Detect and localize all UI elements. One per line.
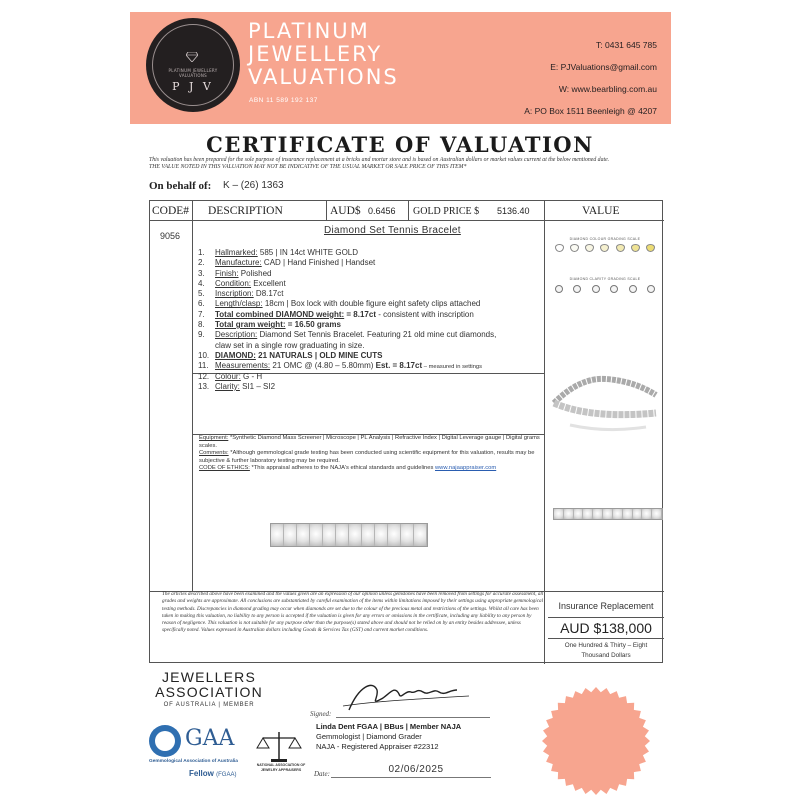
bracelet-flat-photo [553,508,663,520]
spec-number: 12. [198,371,210,381]
behalf-label: On behalf of: [149,180,212,192]
gaa-full-name: Gemmological Association of Australia [149,759,238,764]
column-divider [326,201,327,221]
date-line [331,777,491,778]
naja-text: NATIONAL ASSOCIATION OF JEWELRY APPRAISERS [256,763,306,772]
item-title: Diamond Set Tennis Bracelet [324,225,461,236]
scale-title: DIAMOND CLARITY GRADING SCALE [569,277,641,281]
contact-email[interactable]: E: PJValuations@gmail.com [550,62,657,72]
clarity-grade-swatch [592,285,600,293]
spec-text: 585 | IN 14ct WHITE GOLD [257,248,359,257]
contact-address: A: PO Box 1511 Beenleigh @ 4207 [524,106,657,116]
logo-ring [152,24,234,106]
spec-label: Hallmarked: [215,248,258,257]
behalf-value: K – (26) 1363 [223,180,284,191]
page-title: CERTIFICATE OF VALUATION [206,132,594,157]
colour-grade-swatch [585,244,594,252]
spec-bold: 21 NATURALS | OLD MINE CUTS [255,350,383,360]
intro-line: This valuation has been prepared for the sole purpose of insurance replacement at a bricks and mortar store and is based on Australian dollars or market values current at the below mentioned date. [149,157,610,163]
spec-text: - consistent with inscription [376,309,474,319]
spec-number: 9. [198,330,205,340]
aud-header-value: 0.6456 [368,206,396,216]
spec-label: DIAMOND: [215,350,256,360]
brand-line: VALUATIONS [248,65,399,89]
spec-bold: Est. = 8.17ct [375,361,423,371]
spec-bold: = 16.50 grams [285,320,341,330]
spec-label: Length/clasp: [215,299,263,309]
certificate-page [121,0,679,800]
spec-item [198,351,548,361]
spec-item [198,248,548,258]
spec-text: Polished [238,268,272,278]
note-label: Equipment: [199,435,229,441]
scale-title: DIAMOND COLOUR GRADING SCALE [569,237,641,241]
note-text: *Although gemmological grade testing has been conducted using scientific equipment for this valuation, results may be subjective & further laboratory testing may be required. [199,450,535,464]
scales-of-justice-icon [253,728,305,764]
abn-number: ABN 11 589 192 137 [249,97,318,104]
comments-note [199,450,545,465]
pjv-logo [146,18,240,112]
brand-name [248,20,399,89]
contact-block [524,34,657,122]
spec-number: 13. [198,381,210,391]
spec-item [198,382,548,392]
ethics-note [199,465,545,473]
spec-small: – measured in settings [422,364,483,371]
clarity-grade-swatch [610,285,618,293]
clarity-grade-swatch [573,285,581,293]
spec-label: Finish: [215,268,239,278]
spec-item [198,361,548,371]
gaa-acronym: GAA [185,726,235,751]
colour-grade-swatch [631,244,640,252]
bracelet-photo [270,523,428,547]
jewellers-association-logo [149,670,269,708]
spec-number: 1. [198,248,205,257]
signature-line [336,717,490,718]
value-header: VALUE [582,205,620,217]
signed-label: Signed: [310,710,332,718]
appraiser-registration: NAJA - Registered Appraiser #22312 [316,742,439,751]
spec-label: Manufacture: [215,258,262,268]
appraiser-block [316,722,461,752]
clarity-grade-swatch [555,285,563,293]
spec-number: 6. [198,299,205,309]
colour-grade-swatch [616,244,625,252]
colour-grade-swatch [600,244,609,252]
spec-number: 3. [198,268,205,278]
spec-text: Diamond Set Tennis Bracelet. Featuring 21 old mine cut diamonds, [257,330,497,340]
spec-label: Colour: [215,371,241,381]
brand-line: PLATINUM [248,19,370,43]
appraiser-role: Gemmologist | Diamond Grader [316,732,422,741]
column-divider [408,201,409,221]
spec-item [198,320,548,330]
colour-grading-scale [555,237,655,252]
spec-item [198,372,548,382]
spec-label: Description: [215,330,258,340]
colour-grade-swatch [646,244,655,252]
clarity-grade-swatch [647,285,655,293]
spec-item [198,341,548,351]
description-header: DESCRIPTION [208,205,283,217]
logo-monogram: P J V [172,80,214,93]
gold-price-label: GOLD PRICE $ [413,205,480,217]
spec-number: 5. [198,289,205,299]
spec-text: D8.17ct [253,289,284,299]
fellow-badge [189,769,236,778]
insurance-value: AUD $138,000 [548,617,664,639]
ja-subtitle: OF AUSTRALIA | MEMBER [163,702,255,708]
spec-item [198,269,548,279]
insurance-words-line: One Hundred & Thirty – Eight [564,642,648,649]
contact-web[interactable]: W: www.bearbling.com.au [558,84,657,94]
row-divider [544,591,664,592]
spec-text: SI1 – SI2 [239,381,276,391]
spec-item [198,258,548,268]
diamond-icon [186,52,198,62]
colour-grade-swatch [570,244,579,252]
spec-text: G - H [240,371,263,381]
insurance-words [548,641,664,661]
valuation-table [149,200,663,663]
spec-number: 11. [198,361,209,371]
spec-text: 18cm | Box lock with double figure eight safety clips attached [262,299,481,309]
spec-text: Excellent [251,278,286,288]
spec-list [198,248,548,392]
fellow-suffix: (FGAA) [216,772,237,778]
gold-price-value: 5136.40 [497,206,530,216]
spec-label: Condition: [215,278,252,288]
spec-number: 7. [198,309,205,319]
spec-number: 4. [198,278,205,288]
code-header: CODE# [152,205,190,217]
note-text: *Synthetic Diamond Mass Screener | Microscope | PL Analysis | Refractive Index | Digital Leverage gauge | Digital grams scales. [199,435,540,449]
signature-mark [339,676,479,716]
contact-phone[interactable]: T: 0431 645 785 [596,40,657,50]
spec-label: Total gram weight: [215,320,286,330]
valuation-seal [541,686,651,796]
spec-text: claw set in a single row graduating in size. [215,340,365,350]
spec-text: 21 OMC @ (4.80 – 5.80mm) [270,361,376,371]
clarity-grade-swatch [629,285,637,293]
spec-text: CAD | Hand Finished | Handset [261,258,376,268]
intro-line: THE VALUE NOTED IN THIS VALUATION MAY NOT BE INDICATIVE OF THE USUAL MARKET OR SALE PRICE OF THIS ITEM* [149,164,467,170]
spec-number: 2. [198,258,205,268]
spec-number: 8. [198,320,205,330]
header-band [130,12,671,124]
spec-item [198,299,548,309]
appraiser-name: Linda Dent FGAA | BBus | Member NAJA [316,722,462,731]
ja-line: ASSOCIATION [155,684,263,700]
spec-label: Measurements: [215,361,271,371]
logo-arc-text: PLATINUM JEWELLERY VALUATIONS [168,68,218,78]
spec-item [198,310,548,320]
spec-item [198,279,548,289]
gaa-diamond-icon [149,725,181,757]
naja-link[interactable]: www.najaappraiser.com [435,465,497,472]
note-label: CODE OF ETHICS: [199,465,250,472]
spec-item [198,289,548,299]
bracelet-side-photo [550,373,660,433]
clarity-grading-scale [555,277,655,293]
note-label: Comments: [199,450,229,457]
fellow-text: Fellow [189,769,214,778]
date-value: 02/06/2025 [388,764,444,775]
colour-grade-swatch [555,244,564,252]
note-text: *This appraisal adheres to the NAJA's ethical standards and guidelines [249,465,435,472]
brand-line: JEWELLERY [248,42,383,66]
spec-label: Inscription: [215,289,254,299]
ja-line: JEWELLERS [161,669,257,685]
intro-text [149,157,664,171]
disclaimer-text: The articles described above have been examined and the values given are an expression of our opinion unless gemstones have been removed from settings for accurate assessment, all grades and weights are approximate. All conclusions are substantiated by careful examination of the items within limitations imposed by their settings using appropriate gemmological testing methods. Discrepancies in diamond grading may occur when diamonds are set due to the colour of the precious metal and restrictions of the settings. Whilst all care has been taken in making this valuation, no liability to any person is accepted if the valuation is given for any errors or omissions in the certificate, including any liability to any person by reason of negligence. This valuation is not suitable for any purpose other than the purpose(s) stated above and should not be relied on by an entity besides addressee, unless specifically noted. Values expressed in Australian dollars including Goods & Services Tax (GST) and current market conditions. [162,591,544,634]
column-divider [192,201,193,592]
equipment-note [199,435,545,450]
item-code: 9056 [160,231,181,241]
spec-label: Clarity: [215,381,240,391]
spec-item [198,330,548,340]
notes-block [199,435,545,473]
spec-bold: = 8.17ct [344,309,376,319]
insurance-label: Insurance Replacement [558,601,654,611]
insurance-words-line: Thousand Dollars [581,652,631,659]
spec-label: Total combined DIAMOND weight: [215,309,345,319]
spec-number: 10. [198,350,210,360]
aud-header-label: AUD$ [330,205,361,217]
date-label: Date: [314,770,330,778]
